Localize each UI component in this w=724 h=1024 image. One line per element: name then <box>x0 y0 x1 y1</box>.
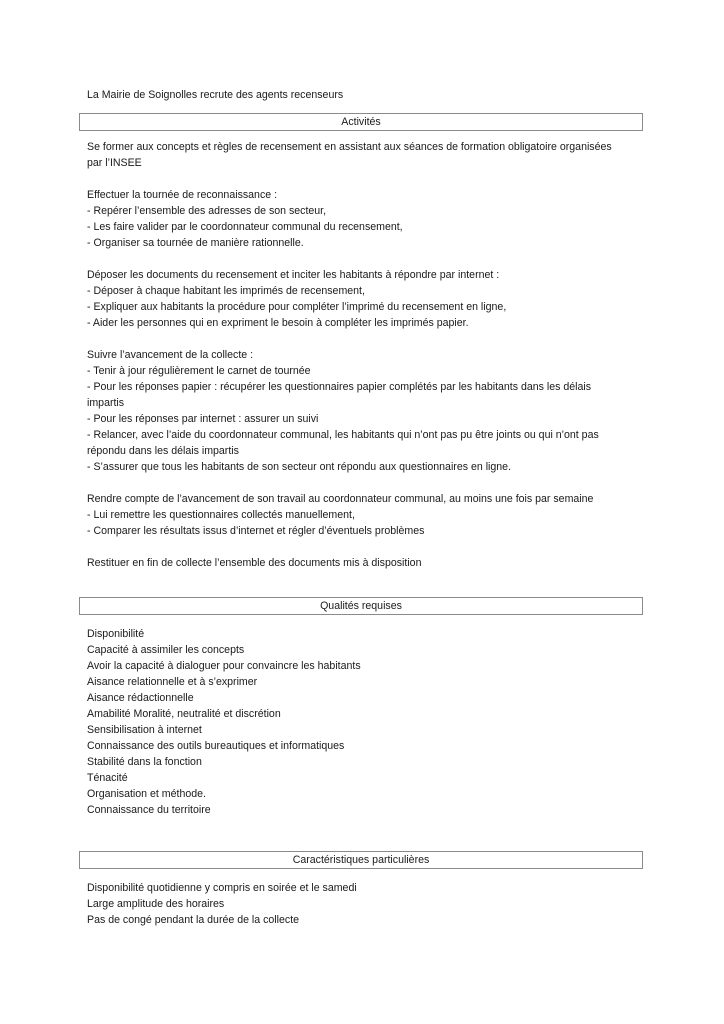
quality-item: Organisation et méthode. <box>87 788 206 800</box>
quality-item: Avoir la capacité à dialoguer pour convaincre les habitants <box>87 660 361 672</box>
quality-item: Connaissance du territoire <box>87 804 211 816</box>
activites-intro-line: Se former aux concepts et règles de recensement en assistant aux séances de formation obligatoire organisées <box>87 141 612 153</box>
qualites-list <box>87 626 644 818</box>
section-heading-caracteristiques: Caractéristiques particulières <box>79 851 643 869</box>
activity-item: - Comparer les résultats issus d’internet et régler d’éventuels problèmes <box>87 525 425 537</box>
quality-item: Disponibilité <box>87 628 145 640</box>
quality-item: Stabilité dans la fonction <box>87 756 202 768</box>
document-title: La Mairie de Soignolles recrute des agents recenseurs <box>87 89 344 101</box>
activity-item: - Déposer à chaque habitant les imprimés de recensement, <box>87 285 365 297</box>
activity-item: impartis <box>87 397 125 409</box>
caracteristiques-list <box>87 880 644 928</box>
activites-content <box>87 139 644 571</box>
activity-group-lead: Suivre l’avancement de la collecte : <box>87 349 254 361</box>
activity-group-lead: Rendre compte de l’avancement de son travail au coordonnateur communal, au moins une fois par semaine <box>87 493 594 505</box>
activity-item: - S’assurer que tous les habitants de son secteur ont répondu aux questionnaires en ligne. <box>87 461 512 473</box>
characteristic-item: Large amplitude des horaires <box>87 898 225 910</box>
activity-group-lead: Déposer les documents du recensement et inciter les habitants à répondre par internet : <box>87 269 500 281</box>
activites-intro-line: par l’INSEE <box>87 157 142 169</box>
quality-item: Sensibilisation à internet <box>87 724 202 736</box>
quality-item: Amabilité Moralité, neutralité et discrétion <box>87 708 281 720</box>
activity-group-lead: Effectuer la tournée de reconnaissance : <box>87 189 278 201</box>
activity-item: - Repérer l’ensemble des adresses de son secteur, <box>87 205 327 217</box>
quality-item: Aisance relationnelle et à s’exprimer <box>87 676 258 688</box>
activity-item: - Relancer, avec l’aide du coordonnateur communal, les habitants qui n’ont pas pu être joints ou qui n’ont pas <box>87 429 599 441</box>
quality-item: Capacité à assimiler les concepts <box>87 644 245 656</box>
activity-item: - Aider les personnes qui en expriment le besoin à compléter les imprimés papier. <box>87 317 469 329</box>
activity-item: - Organiser sa tournée de manière rationnelle. <box>87 237 304 249</box>
section-heading-qualites: Qualités requises <box>79 597 643 615</box>
activity-item: répondu dans les délais impartis <box>87 445 239 457</box>
activity-item: - Expliquer aux habitants la procédure pour compléter l’imprimé du recensement en ligne, <box>87 301 507 313</box>
quality-item: Connaissance des outils bureautiques et informatiques <box>87 740 345 752</box>
activites-closing: Restituer en fin de collecte l’ensemble des documents mis à disposition <box>87 557 422 569</box>
characteristic-item: Pas de congé pendant la durée de la collecte <box>87 914 300 926</box>
quality-item: Aisance rédactionnelle <box>87 692 194 704</box>
activity-item: - Les faire valider par le coordonnateur communal du recensement, <box>87 221 403 233</box>
quality-item: Ténacité <box>87 772 128 784</box>
section-heading-activites: Activités <box>79 113 643 131</box>
activity-item: - Pour les réponses par internet : assurer un suivi <box>87 413 319 425</box>
activity-item: - Pour les réponses papier : récupérer les questionnaires papier complétés par les habitants dans les délais <box>87 381 592 393</box>
characteristic-item: Disponibilité quotidienne y compris en soirée et le samedi <box>87 882 357 894</box>
activity-item: - Tenir à jour régulièrement le carnet de tournée <box>87 365 311 377</box>
activity-item: - Lui remettre les questionnaires collectés manuellement, <box>87 509 355 521</box>
